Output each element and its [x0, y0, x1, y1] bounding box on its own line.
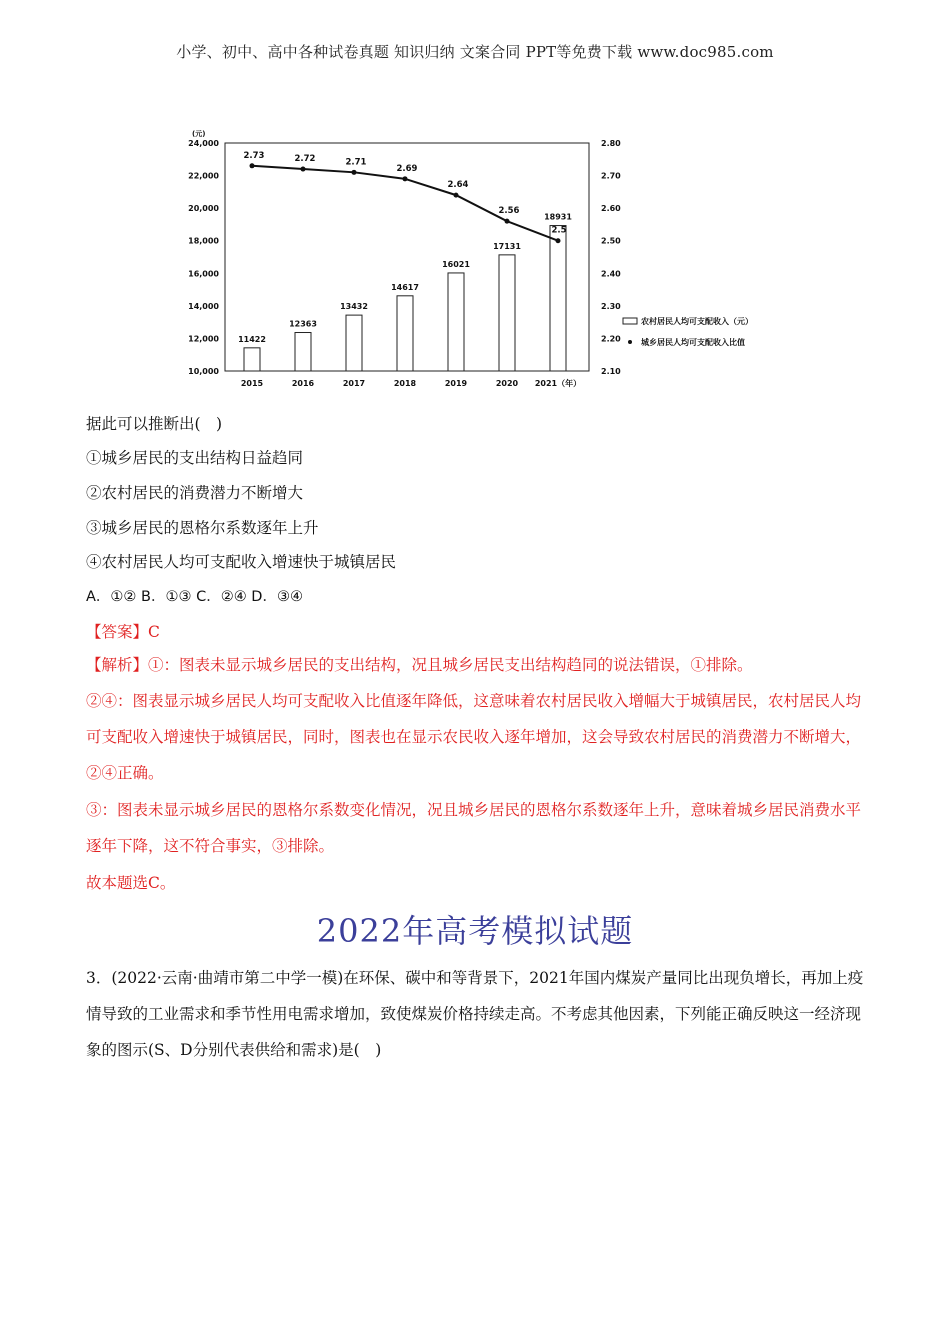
analysis-p3: ③：图表未显示城乡居民的恩格尔系数变化情况，况且城乡居民的恩格尔系数逐年上升，意味着城乡居民消费水平逐年下降，这不符合事实，③排除。 [86, 801, 862, 855]
bar-label: 13432 [340, 302, 368, 312]
answer-label: 【答案】 [86, 623, 149, 641]
bar-label: 14617 [391, 282, 419, 292]
analysis-p4: 故本题选C。 [86, 874, 176, 892]
bar [397, 296, 413, 371]
answer-choices: A．①② B．①③ C．②④ D．③④ [86, 589, 303, 605]
income-chart-svg [180, 125, 753, 393]
x-tick-label: 2018 [393, 379, 417, 388]
legend-line-swatch [628, 340, 632, 344]
answer-value: C [148, 623, 160, 641]
left-tick-label: 14,000 [188, 301, 219, 311]
legend-line-label: 城乡居民人均可支配收入比值 [641, 338, 745, 347]
x-tick-label: 2015 [240, 379, 264, 388]
question-3: 3．(2022·云南·曲靖市第二中学一模)在环保、碳中和等背景下，2021年国内煤炭产量同比出现负增长，再加上疫情导致的工业需求和季节性用电需求增加，致使煤炭价格持续走高。不考虑其他因素，下列能正确反映这一经济现象的图示(S、D分别代表供给和需求)是( ) [86, 969, 864, 1059]
left-tick-label: 12,000 [188, 334, 219, 344]
ratio-label: 2.72 [294, 154, 316, 165]
right-tick-label: 2.20 [601, 334, 621, 344]
ratio-point [505, 219, 510, 224]
analysis-label: 【解析】 [86, 656, 149, 674]
x-tick-label: 2017 [342, 379, 366, 388]
bar [295, 333, 311, 371]
x-tick-label: 2020 [495, 379, 519, 388]
bar-label: 16021 [442, 259, 470, 269]
left-tick-label: 18,000 [188, 236, 219, 246]
bar [346, 315, 362, 371]
legend-bar-swatch [623, 318, 637, 324]
ratio-label: 2.56 [498, 206, 520, 217]
ratio-point [403, 176, 408, 181]
right-tick-label: 2.40 [601, 269, 621, 279]
left-axis-unit: (元) [192, 130, 206, 138]
left-tick-label: 24,000 [188, 139, 219, 148]
ratio-label: 2.71 [345, 157, 367, 168]
ratio-point [454, 193, 459, 198]
x-tick-label: 2016 [291, 379, 315, 388]
page-header: 小学、初中、高中各种试卷真题 知识归纳 文案合同 PPT等免费下载 www.doc985.com [176, 43, 774, 61]
ratio-point [352, 170, 357, 175]
bar-label: 18931 [544, 212, 572, 222]
option-3: ③城乡居民的恩格尔系数逐年上升 [86, 519, 319, 537]
left-tick-label: 22,000 [188, 171, 219, 181]
x-tick-label: 2019 [444, 379, 468, 388]
right-tick-label: 2.80 [601, 139, 621, 148]
ratio-label: 2.5 [551, 225, 567, 236]
option-4: ④农村居民人均可支配收入增速快于城镇居民 [86, 553, 397, 571]
ratio-label: 2.73 [243, 150, 265, 161]
bar [448, 273, 464, 371]
left-tick-label: 10,000 [188, 367, 219, 376]
right-tick-label: 2.70 [601, 171, 621, 181]
bar-label: 11422 [238, 334, 266, 344]
analysis-p2: ②④：图表显示城乡居民人均可支配收入比值逐年降低，这意味着农村居民收入增幅大于城镇居民，农村居民人均可支配收入增速快于城镇居民，同时，图表也在显示农民收入逐年增加，这会导致农村居民的消费潜力不断增大，②④正确。 [86, 692, 862, 782]
x-tick-label: 2021（年） [534, 379, 582, 388]
option-2: ②农村居民的消费潜力不断增大 [86, 484, 304, 502]
income-chart [180, 125, 753, 393]
left-tick-label: 16,000 [188, 269, 219, 279]
bar [550, 226, 566, 371]
bar [499, 255, 515, 371]
analysis-p1 [86, 647, 866, 683]
ratio-label: 2.69 [396, 163, 418, 174]
option-1: ①城乡居民的支出结构日益趋同 [86, 449, 304, 467]
legend-bar-label: 农村居民人均可支配收入（元） [641, 317, 753, 326]
bar-label: 12363 [289, 319, 317, 329]
answer-line [86, 620, 160, 642]
analysis-text-1: ①：图表未显示城乡居民的支出结构，况且城乡居民支出结构趋同的说法错误，①排除。 [148, 656, 753, 674]
right-tick-label: 2.50 [601, 236, 621, 246]
left-tick-label: 20,000 [188, 204, 219, 214]
ratio-point [556, 238, 561, 243]
bar-label: 17131 [493, 241, 521, 251]
right-tick-label: 2.10 [601, 367, 621, 376]
right-tick-label: 2.60 [601, 204, 621, 214]
ratio-point [301, 167, 306, 172]
ratio-point [250, 163, 255, 168]
bar [244, 348, 260, 371]
right-tick-label: 2.30 [601, 301, 621, 311]
section-title: 2022年高考模拟试题 [316, 912, 634, 950]
question-stem: 据此可以推断出( ) [86, 415, 223, 433]
ratio-label: 2.64 [447, 180, 469, 191]
